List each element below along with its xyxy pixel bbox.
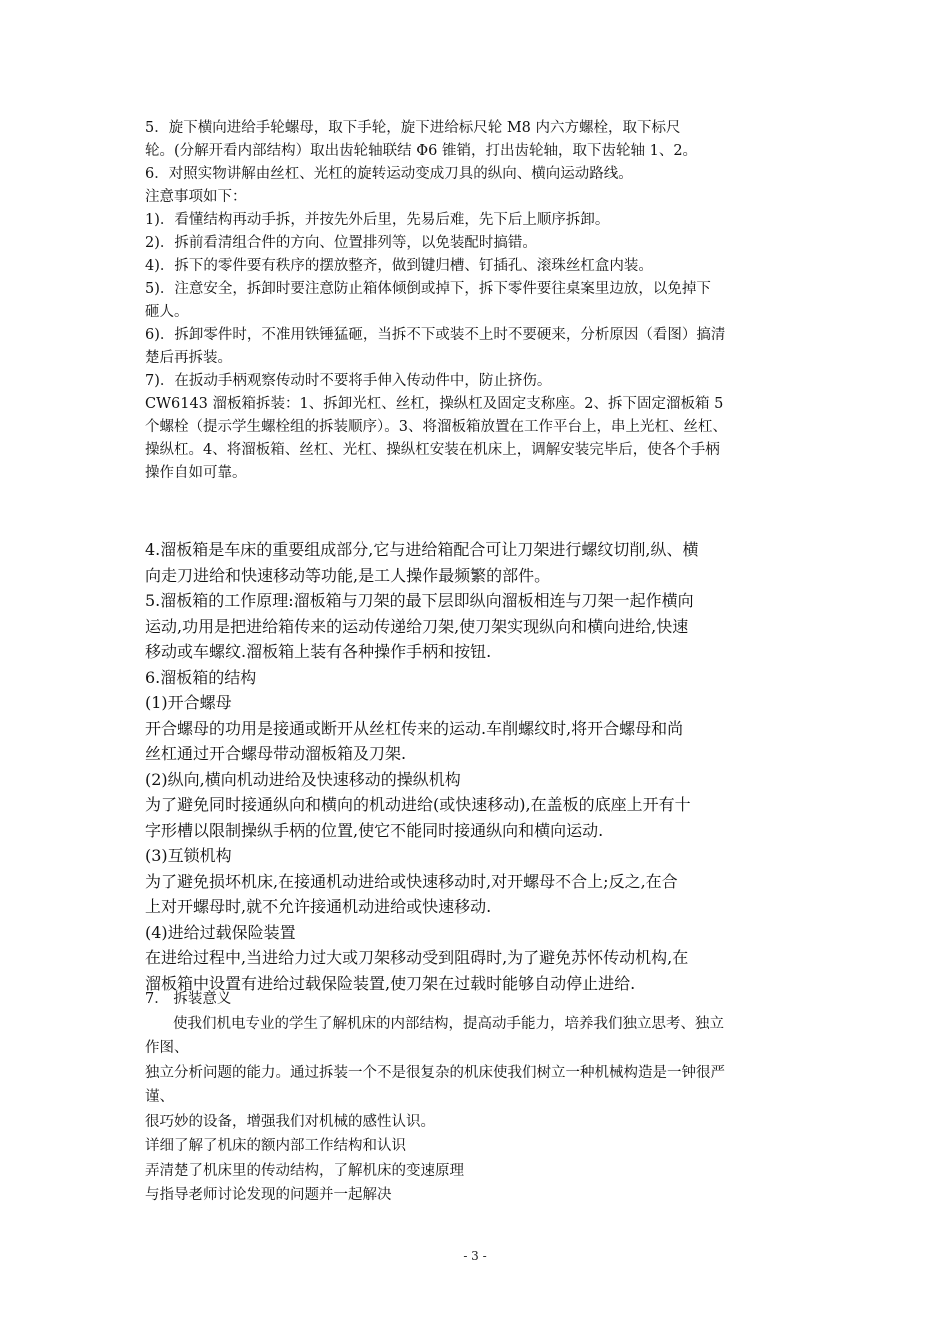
disassembly-steps-section (145, 117, 815, 485)
text-line: 操作自如可靠。 (145, 465, 247, 481)
text-line: 5．旋下横向进给手轮螺母，取下手轮，旋下进给标尺轮 M8 内六方螺栓，取下标尺 (145, 120, 681, 136)
text-line: CW6143 溜板箱拆装：1、拆卸光杠、丝杠，操纵杠及固定支称座。2、拆下固定溜板箱 5 (145, 396, 724, 412)
text-line: 5)．注意安全，拆卸时要注意防止箱体倾倒或掉下，拆下零件要往桌案里边放，以免掉下 (145, 281, 711, 297)
text-line: 注意事项如下： (145, 189, 247, 205)
page-number: - 3 - (463, 1249, 487, 1263)
text-line: 5.溜板箱的工作原理:溜板箱与刀架的最下层即纵向溜板相连与刀架一起作横向 (145, 591, 694, 610)
section-heading: 6.溜板箱的结构 (145, 667, 257, 687)
text-line: 与指导老师讨论发现的问题并一起解决 (145, 1187, 392, 1203)
text-line: 弄清楚了机床里的传动结构，了解机床的变速原理 (145, 1162, 464, 1179)
subheading: (2)纵向,横向机动进给及快速移动的操纵机构 (145, 769, 461, 789)
text-line: 6)．拆卸零件时，不准用铁锤猛砸，当拆不下或装不上时不要硬来，分析原因（看图）搞清 (145, 327, 726, 343)
text-line: 使我们机电专业的学生了解机床的内部结构，提高动手能力，培养我们独立思考、独立 (173, 1015, 724, 1032)
text-line: 为了避免损坏机床,在接通机动进给或快速移动时,对开螺母不合上;反之,在合 (145, 871, 678, 891)
text-line: 4.溜板箱是车床的重要组成部分,它与进给箱配合可让刀架进行螺纹切削,纵、横 (145, 540, 699, 559)
subheading: (1)开合螺母 (145, 693, 232, 712)
significance-section (145, 987, 815, 1208)
text-line: 很巧妙的设备，增强我们对机械的感性认识。 (145, 1113, 435, 1130)
text-line: 移动或车螺纹.溜板箱上装有各种操作手柄和按钮. (145, 642, 492, 661)
text-line: 1)．看懂结构再动手拆，并按先外后里，先易后难，先下后上顺序拆卸。 (145, 212, 610, 228)
text-line: 上对开螺母时,就不允许接通机动进给或快速移动. (145, 897, 492, 916)
apron-structure-section (145, 537, 815, 996)
text-line: 操纵杠。4、将溜板箱、丝杠、光杠、操纵杠安装在机床上，调解安装完毕后，使各个手柄 (145, 442, 720, 458)
text-line: 运动,功用是把进给箱传来的运动传递给刀架,使刀架实现纵向和横向进给,快速 (145, 616, 689, 636)
text-line: 个螺栓（提示学生螺栓组的拆装顺序）。3、将溜板箱放置在工作平台上，串上光杠、丝杠、 (145, 419, 727, 435)
text-line: 轮。(分解开看内部结构）取出齿轮轴联结 Φ6 锥销，打出齿轮轴，取下齿轮轴 1、2。 (145, 143, 698, 159)
text-line: 作图、 (145, 1040, 189, 1056)
text-line: 谨、 (145, 1089, 174, 1105)
text-line: 楚后再拆装。 (145, 350, 232, 366)
text-line: 详细了解了机床的额内部工作结构和认识 (145, 1138, 406, 1154)
subheading: (3)互锁机构 (145, 846, 232, 865)
text-line: 字形槽以限制操纵手柄的位置,使它不能同时接通纵向和横向运动. (145, 820, 604, 840)
text-line: 6．对照实物讲解由丝杠、光杠的旋转运动变成刀具的纵向、横向运动路线。 (145, 166, 633, 182)
text-line: 7)．在扳动手柄观察传动时不要将手伸入传动件中，防止挤伤。 (145, 373, 552, 389)
text-line: 4)．拆下的零件要有秩序的摆放整齐，做到键归槽、钉插孔、滚珠丝杠盒内装。 (145, 258, 653, 274)
text-line: 2)．拆前看清组合件的方向、位置排列等，以免装配时搞错。 (145, 235, 537, 251)
section-heading: 7． 拆装意义 (145, 991, 232, 1007)
text-line: 独立分析问题的能力。通过拆装一个不是很复杂的机床使我们树立一种机械构造是一钟很严 (145, 1064, 725, 1081)
text-line: 砸人。 (145, 304, 189, 320)
text-line: 为了避免同时接通纵向和横向的机动进给(或快速移动),在盖板的底座上开有十 (145, 795, 691, 814)
text-line: 溜板箱中设置有进给过载保险装置,使刀架在过载时能够自动停止进给. (145, 973, 636, 993)
text-line: 开合螺母的功用是接通或断开从丝杠传来的运动.车削螺纹时,将开合螺母和尚 (145, 718, 684, 738)
subheading: (4)进给过载保险装置 (145, 922, 296, 942)
text-line: 向走刀进给和快速移动等功能,是工人操作最频繁的部件。 (145, 565, 551, 585)
text-line: 丝杠通过开合螺母带动溜板箱及刀架. (145, 744, 407, 763)
text-line: 在进给过程中,当进给力过大或刀架移动受到阻碍时,为了避免苏怀传动机构,在 (145, 948, 689, 967)
